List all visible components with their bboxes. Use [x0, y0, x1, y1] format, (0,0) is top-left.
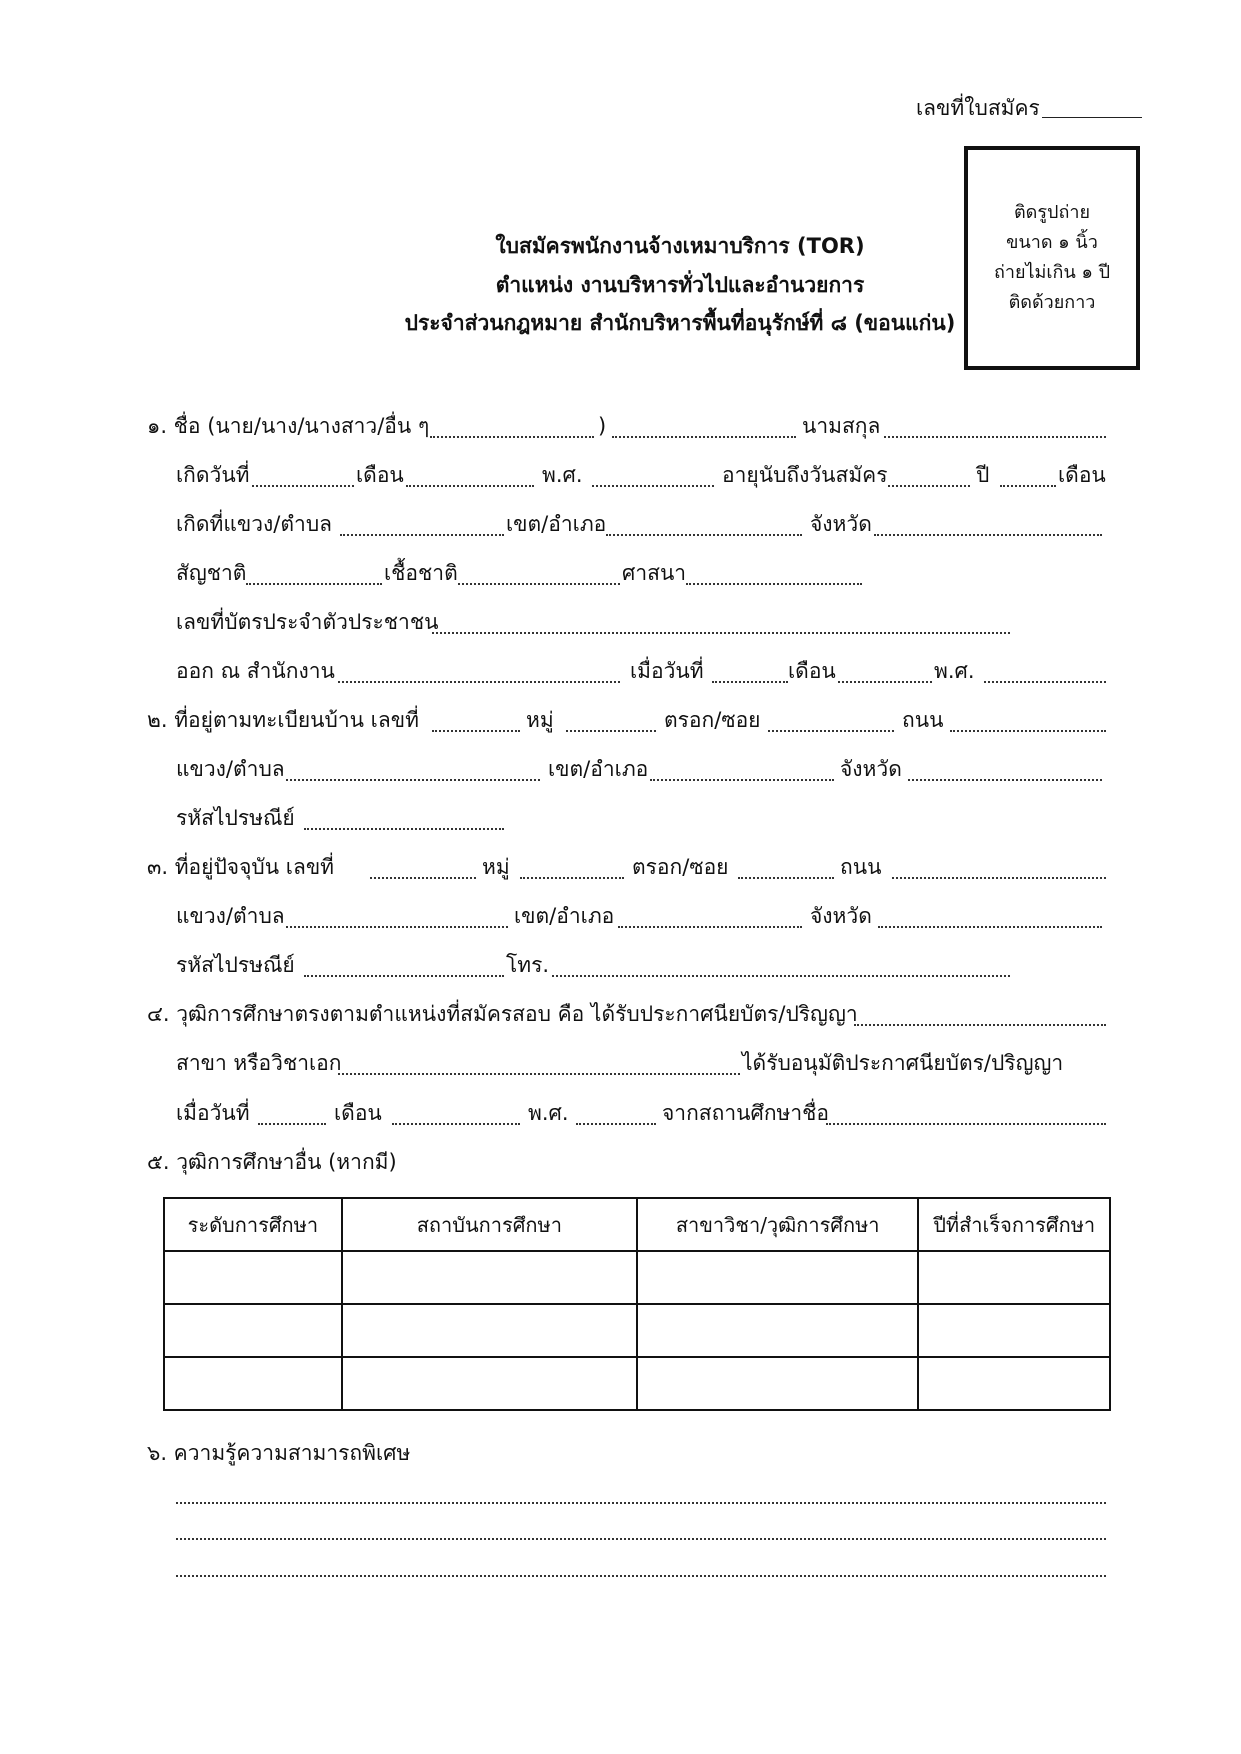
s4-from-label: จากสถานศึกษาชื่อ	[662, 1101, 830, 1125]
table-row	[164, 1304, 1110, 1357]
s4-be-field[interactable]	[576, 1123, 656, 1125]
s4-education-label: ๔. วุฒิการศึกษาตรงตามตำแหน่งที่สมัครสอบ คือ ได้รับประกาศนียบัตร/ปริญญา	[147, 1002, 858, 1026]
s2-subdistrict-field[interactable]	[286, 779, 540, 781]
s1-be2-field[interactable]	[984, 681, 1106, 683]
s1-month-label: เดือน	[356, 463, 404, 487]
s3-province-label: จังหวัด	[810, 904, 872, 928]
photo-box-line: ขนาด ๑ นิ้ว	[1006, 232, 1098, 253]
s1-surname-field[interactable]	[884, 436, 1106, 438]
s2-district-field[interactable]	[650, 779, 834, 781]
s1-close-paren: )	[598, 414, 607, 438]
s2-soi-label: ตรอก/ซอย	[664, 708, 761, 732]
photo-box-line: ติดด้วยกาว	[1008, 292, 1096, 313]
s5-title: ๕. วุฒิการศึกษาอื่น (หากมี)	[147, 1150, 397, 1174]
s1-name-label: ๑. ชื่อ (นาย/นาง/นางสาว/อื่น ๆ	[147, 414, 430, 438]
s1-religion-field[interactable]	[686, 583, 862, 585]
s6-answer-line[interactable]	[176, 1502, 1106, 1504]
s4-on-date-field[interactable]	[258, 1123, 326, 1125]
s4-month-label: เดือน	[334, 1101, 382, 1125]
s1-year-label: ปี	[976, 463, 990, 487]
application-number-label: เลขที่ใบสมัคร	[916, 96, 1040, 120]
photo-box-line: ถ่ายไม่เกิน ๑ ปี	[993, 262, 1111, 283]
other-education-table	[163, 1197, 1111, 1411]
s2-soi-field[interactable]	[768, 730, 894, 732]
s1-race-field[interactable]	[458, 583, 620, 585]
table-cell[interactable]	[164, 1357, 342, 1410]
s3-house-label: ๓. ที่อยู่ปัจจุบัน เลขที่	[147, 855, 335, 879]
s3-district-label: เขต/อำเภอ	[514, 904, 615, 928]
table-header-cell: ปีที่สำเร็จการศึกษา	[918, 1198, 1110, 1251]
table-row	[164, 1357, 1110, 1410]
s4-major-label: สาขา หรือวิชาเอก	[176, 1051, 342, 1075]
s1-month3-field[interactable]	[838, 681, 932, 683]
s2-moo-field[interactable]	[566, 730, 656, 732]
table-cell[interactable]	[164, 1304, 342, 1357]
s1-age-year-field[interactable]	[888, 485, 970, 487]
s1-birthday-field[interactable]	[252, 485, 354, 487]
s3-tel-field[interactable]	[552, 975, 1010, 977]
s1-on-date-field[interactable]	[712, 681, 788, 683]
s1-firstname-field[interactable]	[612, 436, 796, 438]
s1-month-field[interactable]	[406, 485, 534, 487]
table-cell[interactable]	[637, 1304, 918, 1357]
table-cell[interactable]	[342, 1251, 637, 1304]
s1-province-field[interactable]	[874, 534, 1102, 536]
s6-answer-line[interactable]	[176, 1538, 1106, 1540]
s2-province-label: จังหวัด	[840, 757, 902, 781]
s4-institution-field[interactable]	[826, 1123, 1106, 1125]
s1-be-label: พ.ศ.	[542, 463, 583, 487]
table-cell[interactable]	[342, 1357, 637, 1410]
s1-month3-label: เดือน	[788, 659, 836, 683]
s2-province-field[interactable]	[908, 779, 1102, 781]
table-header-row	[164, 1198, 1110, 1251]
s1-province-label: จังหวัด	[810, 512, 872, 536]
s2-road-label: ถนน	[902, 708, 944, 732]
s1-born-subdistrict-field[interactable]	[340, 534, 504, 536]
table-header-cell: ระดับการศึกษา	[164, 1198, 342, 1251]
s4-approved-label: ได้รับอนุมัติประกาศนียบัตร/ปริญญา	[742, 1051, 1064, 1075]
s1-issued-at-label: ออก ณ สำนักงาน	[176, 659, 335, 683]
form-subtitle-office: ประจำส่วนกฎหมาย สำนักบริหารพื้นที่อนุรักษ์ที่ ๘ (ขอนแก่น)	[404, 311, 956, 335]
s1-race-label: เชื้อชาติ	[384, 561, 458, 585]
s1-district-field[interactable]	[606, 534, 802, 536]
s3-tel-label: โทร.	[506, 953, 550, 977]
s1-be2-label: พ.ศ.	[934, 659, 975, 683]
s6-title: ๖. ความรู้ความสามารถพิเศษ	[147, 1441, 411, 1465]
s3-subdistrict-field[interactable]	[286, 926, 508, 928]
table-cell[interactable]	[918, 1251, 1110, 1304]
s2-moo-label: หมู่	[526, 708, 554, 732]
s4-major-field[interactable]	[338, 1073, 740, 1075]
s4-degree-field[interactable]	[854, 1024, 1106, 1026]
s1-idcard-field[interactable]	[432, 632, 1010, 634]
application-number-field[interactable]	[1042, 117, 1142, 118]
table-cell[interactable]	[918, 1357, 1110, 1410]
s1-age-month-field[interactable]	[1000, 485, 1056, 487]
s3-soi-label: ตรอก/ซอย	[632, 855, 729, 879]
s1-surname-label: นามสกุล	[802, 414, 881, 438]
table-cell[interactable]	[918, 1304, 1110, 1357]
table-cell[interactable]	[637, 1251, 918, 1304]
s1-district-label: เขต/อำเภอ	[506, 512, 607, 536]
s4-on-date-label: เมื่อวันที่	[176, 1101, 250, 1125]
s1-birthday-label: เกิดวันที่	[176, 463, 250, 487]
s1-age-label: อายุนับถึงวันสมัคร	[722, 463, 888, 487]
s1-religion-label: ศาสนา	[622, 561, 687, 585]
s4-be-label: พ.ศ.	[528, 1101, 569, 1125]
table-row	[164, 1251, 1110, 1304]
s4-month-field[interactable]	[392, 1123, 520, 1125]
s2-house-field[interactable]	[432, 730, 520, 732]
s1-nationality-label: สัญชาติ	[176, 561, 247, 585]
s3-house-field[interactable]	[370, 877, 476, 879]
table-cell[interactable]	[164, 1251, 342, 1304]
s3-postcode-field[interactable]	[304, 975, 504, 977]
s3-moo-field[interactable]	[520, 877, 624, 879]
s3-road-label: ถนน	[840, 855, 882, 879]
s1-issued-at-field[interactable]	[338, 681, 620, 683]
s1-on-date-label: เมื่อวันที่	[630, 659, 704, 683]
photo-box-line: ติดรูปถ่าย	[1013, 202, 1091, 223]
s1-be-field[interactable]	[592, 485, 714, 487]
s2-subdistrict-label: แขวง/ตำบล	[176, 757, 285, 781]
form-subtitle-position: ตำแหน่ง งานบริหารทั่วไปและอำนวยการ	[495, 273, 865, 297]
s2-district-label: เขต/อำเภอ	[548, 757, 649, 781]
table-cell[interactable]	[342, 1304, 637, 1357]
s1-idcard-label: เลขที่บัตรประจำตัวประชาชน	[176, 610, 439, 634]
table-header-cell: สถาบันการศึกษา	[342, 1198, 637, 1251]
s3-subdistrict-label: แขวง/ตำบล	[176, 904, 285, 928]
s3-province-field[interactable]	[878, 926, 1102, 928]
table-header-cell: สาขาวิชา/วุฒิการศึกษา	[637, 1198, 918, 1251]
s1-month2-label: เดือน	[1058, 463, 1106, 487]
s1-title-field[interactable]	[430, 436, 594, 438]
s1-born-subdistrict-label: เกิดที่แขวง/ตำบล	[176, 512, 333, 536]
table-cell[interactable]	[637, 1357, 918, 1410]
s6-answer-line[interactable]	[176, 1575, 1106, 1577]
s2-house-label: ๒. ที่อยู่ตามทะเบียนบ้าน เลขที่	[147, 708, 419, 732]
s2-road-field[interactable]	[950, 730, 1106, 732]
form-title: ใบสมัครพนักงานจ้างเหมาบริการ (TOR)	[495, 234, 865, 258]
s3-soi-field[interactable]	[738, 877, 834, 879]
s3-district-field[interactable]	[618, 926, 802, 928]
s1-nationality-field[interactable]	[246, 583, 382, 585]
s3-postcode-label: รหัสไปรษณีย์	[176, 953, 295, 977]
s3-moo-label: หมู่	[482, 855, 510, 879]
s2-postcode-label: รหัสไปรษณีย์	[176, 806, 295, 830]
s2-postcode-field[interactable]	[304, 828, 504, 830]
s3-road-field[interactable]	[892, 877, 1106, 879]
